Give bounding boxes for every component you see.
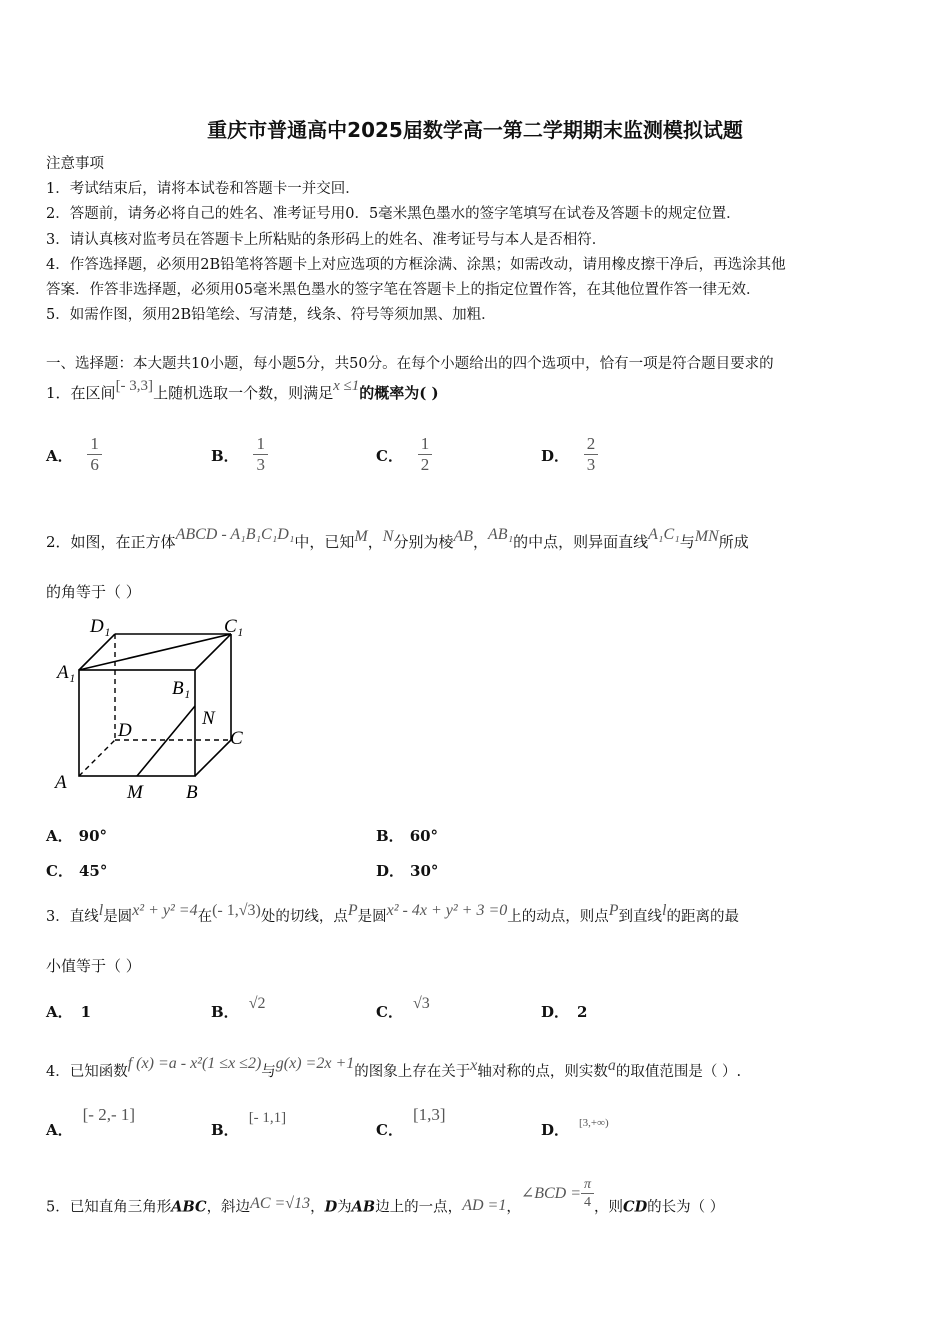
fraction: $\frac{1}{2}$: [418, 434, 433, 475]
q1-number: 1．: [46, 384, 71, 402]
notice-item: 2．答题前，请务必将自己的姓名、准考证号用0．5毫米黑色墨水的签字笔填写在试卷及答题卡的规定位置．: [46, 206, 741, 222]
q3-option-a[interactable]: A． 1: [46, 1003, 92, 1021]
q3-number: 3．: [46, 909, 70, 925]
q1-condition: x ≤1: [333, 378, 360, 394]
label-a: A: [55, 772, 67, 793]
label-c: C: [230, 728, 243, 749]
notice-item: 1．考试结束后，请将本试卷和答题卡一并交回．: [46, 181, 360, 197]
q2-option-a[interactable]: A． 90°: [46, 827, 108, 845]
q2-option-b[interactable]: B． 60°: [376, 827, 439, 845]
label-d: D: [118, 720, 132, 741]
q1-interval: [- 3,3]: [115, 378, 154, 394]
label-c1: C₁: [224, 616, 244, 637]
q1-option-a[interactable]: A． $\frac{1}{6}$: [46, 434, 102, 475]
q1-option-d[interactable]: D． $\frac{2}{3}$: [541, 434, 598, 475]
question-2: 2．如图，在正方体ABCD - A₁B₁C₁D₁中，已知M，N分别为棱AB，AB₁的中点，则异面直线A₁C₁与MN所成: [46, 526, 749, 551]
q3-option-d[interactable]: D． 2: [541, 1003, 588, 1021]
fraction: $\frac{2}{3}$: [584, 434, 599, 475]
label-a1: A₁: [57, 662, 76, 683]
notice-item: 4．作答选择题，必须用2B铅笔将答题卡上对应选项的方框涂满、涂黑；如需改动，请用橡皮擦干净后，再选涂其他: [46, 257, 786, 273]
notice-item: 5．如需作图，须用2B铅笔绘、写清楚，线条、符号等须加黑、加粗．: [46, 307, 496, 323]
notice-heading: 注意事项: [46, 156, 104, 172]
q4-option-c[interactable]: C．[1,3]: [376, 1105, 446, 1139]
question-5: 5．已知直角三角形ABC，斜边AC =√13，D为AB边上的一点，AD =1，∠BCD = $\frac{\pi}{4}$ ，则CD的长为（ ）: [46, 1177, 725, 1216]
q1-option-c[interactable]: C． $\frac{1}{2}$: [376, 434, 432, 475]
cube-figure: [50, 612, 260, 807]
notice-item: 3．请认真核对监考员在答题卡上所粘贴的条形码上的姓名、准考证号与本人是否相符．: [46, 232, 607, 248]
q4-function-f: f (x) =a - x²(1 ≤x ≤2): [127, 1055, 262, 1072]
question-1: 1．在区间[- 3,3]上随机选取一个数，则满足x ≤1的概率为( ): [46, 378, 439, 402]
notice-item: 答案．作答非选择题，必须用05毫米黑色墨水的签字笔在答题卡上的指定位置作答，在其他位置作答一律无效．: [46, 282, 761, 298]
q4-function-g: g(x) =2x +1: [275, 1055, 355, 1072]
question-4: 4．已知函数f (x) =a - x²(1 ≤x ≤2)与g(x) =2x +1的图象上存在关于x轴对称的点，则实数a的取值范围是（ ）.: [46, 1055, 742, 1080]
q3-point: (- 1,√3): [212, 902, 261, 919]
q5-ad: AD =1: [462, 1196, 507, 1214]
q3-option-c[interactable]: C． √3: [376, 995, 430, 1021]
label-b1: B₁: [172, 678, 191, 699]
q3-circle-2: x² - 4x + y² + 3 =0: [386, 902, 508, 919]
q2-cube: ABCD - A₁B₁C₁D₁: [175, 526, 295, 543]
q2-option-d[interactable]: D． 30°: [376, 862, 439, 880]
page-title: 重庆市普通高中2025届数学高一第二学期期末监测模拟试题: [207, 118, 743, 142]
label-m: M: [127, 782, 143, 803]
label-d1: D₁: [90, 616, 111, 637]
q4-number: 4．: [46, 1064, 70, 1080]
q5-hypotenuse: AC =√13: [250, 1194, 311, 1212]
q2-number: 2．: [46, 533, 71, 551]
q5-angle: ∠BCD =: [520, 1184, 582, 1202]
section-heading: 一、选择题：本大题共10小题，每小题5分，共50分。在每个小题给出的四个选项中，恰有一项是符合题目要求的: [46, 356, 774, 372]
question-3: 3．直线l是圆x² + y² =4在(- 1,√3)处的切线，点P是圆x² - 4x + y² + 3 =0上的动点，则点P到直线l的距离的最: [46, 902, 739, 925]
q4-option-b[interactable]: B．[- 1,1]: [211, 1110, 287, 1139]
q5-number: 5．: [46, 1199, 70, 1216]
fraction: $\frac{1}{3}$: [253, 434, 268, 475]
q4-option-d[interactable]: D． [3,+∞): [541, 1117, 609, 1139]
q3-circle-1: x² + y² =4: [132, 902, 198, 919]
q1-option-b[interactable]: B． $\frac{1}{3}$: [211, 434, 268, 475]
q2-line-2: 的角等于（ ）: [46, 583, 141, 601]
fraction: $\frac{1}{6}$: [87, 434, 102, 475]
label-n: N: [202, 708, 215, 729]
q3-option-b[interactable]: B． √2: [211, 995, 266, 1021]
fraction: $\frac{\pi}{4}$: [581, 1176, 594, 1211]
label-b: B: [186, 782, 198, 803]
q2-option-c[interactable]: C． 45°: [46, 862, 108, 880]
q4-option-a[interactable]: A．[- 2,- 1]: [46, 1105, 136, 1139]
q3-line-2: 小值等于（ ）: [46, 957, 141, 975]
